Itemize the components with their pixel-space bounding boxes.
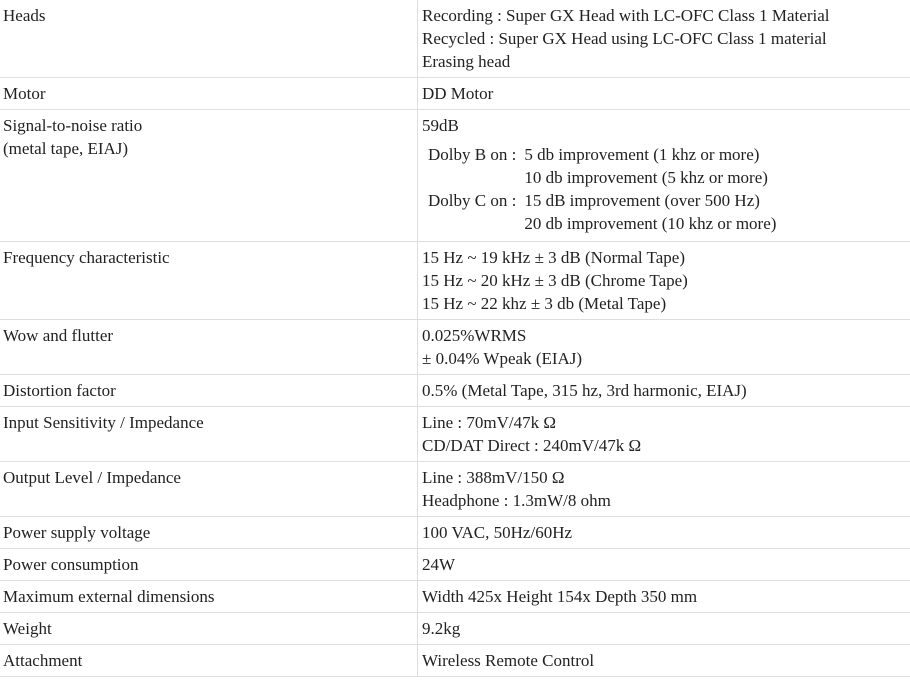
spec-value-line: Recording : Super GX Head with LC-OFC Class 1 Material [422, 6, 830, 25]
spec-value: 0.5% (Metal Tape, 315 hz, 3rd harmonic, EIAJ) [418, 375, 910, 407]
spec-label: Power supply voltage [0, 517, 418, 549]
spec-label: Maximum external dimensions [0, 581, 418, 613]
dolby-table [428, 143, 776, 235]
dolby-row [428, 212, 776, 235]
dolby-row [428, 189, 776, 212]
spec-value-line: Line : 70mV/47k Ω [422, 413, 556, 432]
spec-value-line: 15 Hz ~ 20 kHz ± 3 dB (Chrome Tape) [422, 271, 688, 290]
dolby-c-value: 15 dB improvement (over 500 Hz) [524, 191, 760, 210]
spec-value: Width 425x Height 154x Depth 350 mm [418, 581, 910, 613]
spec-label-line: Signal-to-noise ratio [3, 116, 143, 135]
dolby-b-value: 5 db improvement (1 khz or more) [524, 145, 760, 164]
spec-value: Wireless Remote Control [418, 645, 910, 677]
spec-value-line: Line : 388mV/150 Ω [422, 468, 565, 487]
spec-label: Attachment [0, 645, 418, 677]
spec-value-line: 59dB [422, 116, 459, 135]
spec-value-line: Recycled : Super GX Head using LC-OFC Class 1 material [422, 29, 827, 48]
dolby-c-label: Dolby C on : [428, 191, 517, 210]
spec-value-line: Erasing head [422, 52, 511, 71]
spec-row-weight [0, 613, 910, 645]
dolby-row [428, 143, 776, 166]
spec-value: 100 VAC, 50Hz/60Hz [418, 517, 910, 549]
spec-label: Weight [0, 613, 418, 645]
spec-value [418, 320, 910, 375]
spec-value [418, 110, 910, 242]
spec-label: Frequency characteristic [0, 242, 418, 320]
spec-value: 9.2kg [418, 613, 910, 645]
spec-row-input [0, 407, 910, 462]
spec-value-line: Headphone : 1.3mW/8 ohm [422, 491, 611, 510]
spec-value-line: 15 Hz ~ 22 khz ± 3 db (Metal Tape) [422, 294, 667, 313]
spec-label: Power consumption [0, 549, 418, 581]
spec-value: 24W [418, 549, 910, 581]
spec-row-attachment [0, 645, 910, 677]
spec-value [418, 407, 910, 462]
spec-label: Output Level / Impedance [0, 462, 418, 517]
dolby-c-value: 20 db improvement (10 khz or more) [524, 214, 777, 233]
spec-value-line: ± 0.04% Wpeak (EIAJ) [422, 349, 583, 368]
spec-value: DD Motor [418, 78, 910, 110]
spec-label-line: (metal tape, EIAJ) [3, 139, 129, 158]
spec-value [418, 0, 910, 78]
spec-label: Motor [0, 78, 418, 110]
dolby-row [428, 166, 776, 189]
spec-row-output [0, 462, 910, 517]
spec-value-line: 0.025%WRMS [422, 326, 527, 345]
spec-row-distortion [0, 375, 910, 407]
dolby-b-value: 10 db improvement (5 khz or more) [524, 168, 768, 187]
spec-row-power-voltage [0, 517, 910, 549]
spec-row-frequency [0, 242, 910, 320]
spec-row-power-consumption [0, 549, 910, 581]
spec-label [0, 110, 418, 242]
spec-value-line: 15 Hz ~ 19 kHz ± 3 dB (Normal Tape) [422, 248, 685, 267]
spec-row-motor [0, 78, 910, 110]
spec-value [418, 242, 910, 320]
dolby-b-label: Dolby B on : [428, 145, 517, 164]
spec-row-snr [0, 110, 910, 242]
spec-row-wow [0, 320, 910, 375]
spec-label: Wow and flutter [0, 320, 418, 375]
spec-row-dimensions [0, 581, 910, 613]
spec-row-heads [0, 0, 910, 78]
spec-label: Heads [0, 0, 418, 78]
spec-label: Input Sensitivity / Impedance [0, 407, 418, 462]
spec-value [418, 462, 910, 517]
spec-label: Distortion factor [0, 375, 418, 407]
spec-value-line: CD/DAT Direct : 240mV/47k Ω [422, 436, 642, 455]
